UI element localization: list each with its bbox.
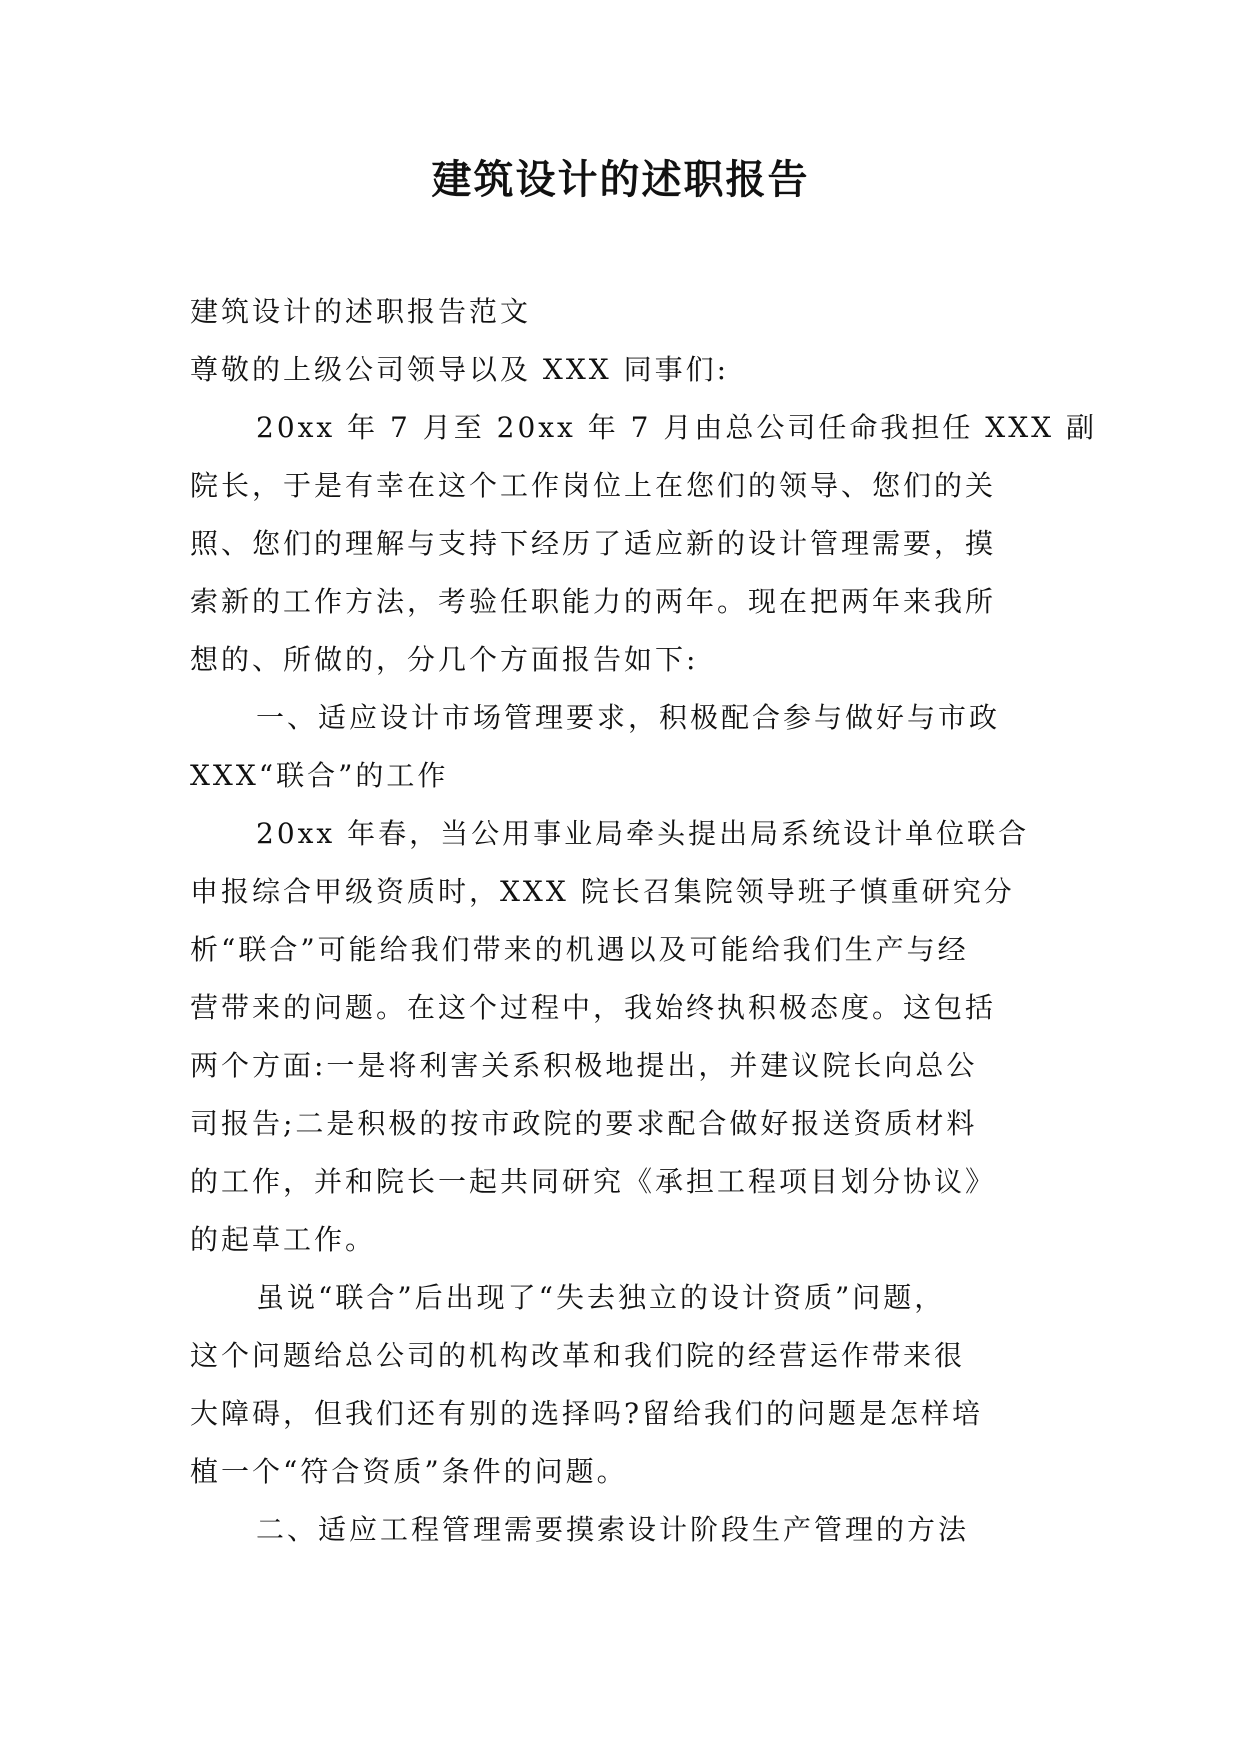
paragraph-line: 索新的工作方法，考验任职能力的两年。现在把两年来我所 — [190, 585, 997, 618]
document-title: 建筑设计的述职报告 — [431, 156, 810, 203]
paragraph-line: 这个问题给总公司的机构改革和我们院的经营运作带来很 — [190, 1339, 966, 1372]
paragraph-line: 的起草工作。 — [190, 1223, 377, 1256]
paragraph-line: 司报告;二是积极的按市政院的要求配合做好报送资质材料 — [190, 1107, 978, 1140]
section-heading-2: 二、适应工程管理需要摸索设计阶段生产管理的方法 — [256, 1513, 970, 1546]
section-heading-1-cont: XXX“联合”的工作 — [190, 759, 449, 792]
paragraph-line: 20xx 年 7 月至 20xx 年 7 月由总公司任命我担任 XXX 副 — [256, 411, 1097, 444]
section-heading-1: 一、适应设计市场管理要求，积极配合参与做好与市政 — [256, 701, 1001, 734]
subtitle-line: 建筑设计的述职报告范文 — [190, 295, 532, 328]
paragraph-line: 20xx 年春，当公用事业局牵头提出局系统设计单位联合 — [256, 817, 1030, 850]
paragraph-line: 植一个“符合资质”条件的问题。 — [190, 1455, 628, 1488]
paragraph-line: 申报综合甲级资质时，XXX 院长召集院领导班子慎重研究分 — [190, 875, 1015, 908]
paragraph-line: 照、您们的理解与支持下经历了适应新的设计管理需要，摸 — [190, 527, 997, 560]
paragraph-line: 两个方面:一是将利害关系积极地提出，并建议院长向总公 — [190, 1049, 978, 1082]
paragraph-line: 的工作，并和院长一起共同研究《承担工程项目划分协议》 — [190, 1165, 997, 1198]
paragraph-line: 院长，于是有幸在这个工作岗位上在您们的领导、您们的关 — [190, 469, 997, 502]
salutation-line: 尊敬的上级公司领导以及 XXX 同事们: — [190, 353, 730, 386]
paragraph-line: 析“联合”可能给我们带来的机遇以及可能给我们生产与经 — [190, 933, 969, 966]
paragraph-line: 想的、所做的，分几个方面报告如下: — [190, 643, 699, 676]
paragraph-line: 大障碍，但我们还有别的选择吗?留给我们的问题是怎样培 — [190, 1397, 984, 1430]
paragraph-line: 虽说“联合”后出现了“失去独立的设计资质”问题， — [256, 1281, 946, 1314]
paragraph-line: 营带来的问题。在这个过程中，我始终执积极态度。这包括 — [190, 991, 997, 1024]
